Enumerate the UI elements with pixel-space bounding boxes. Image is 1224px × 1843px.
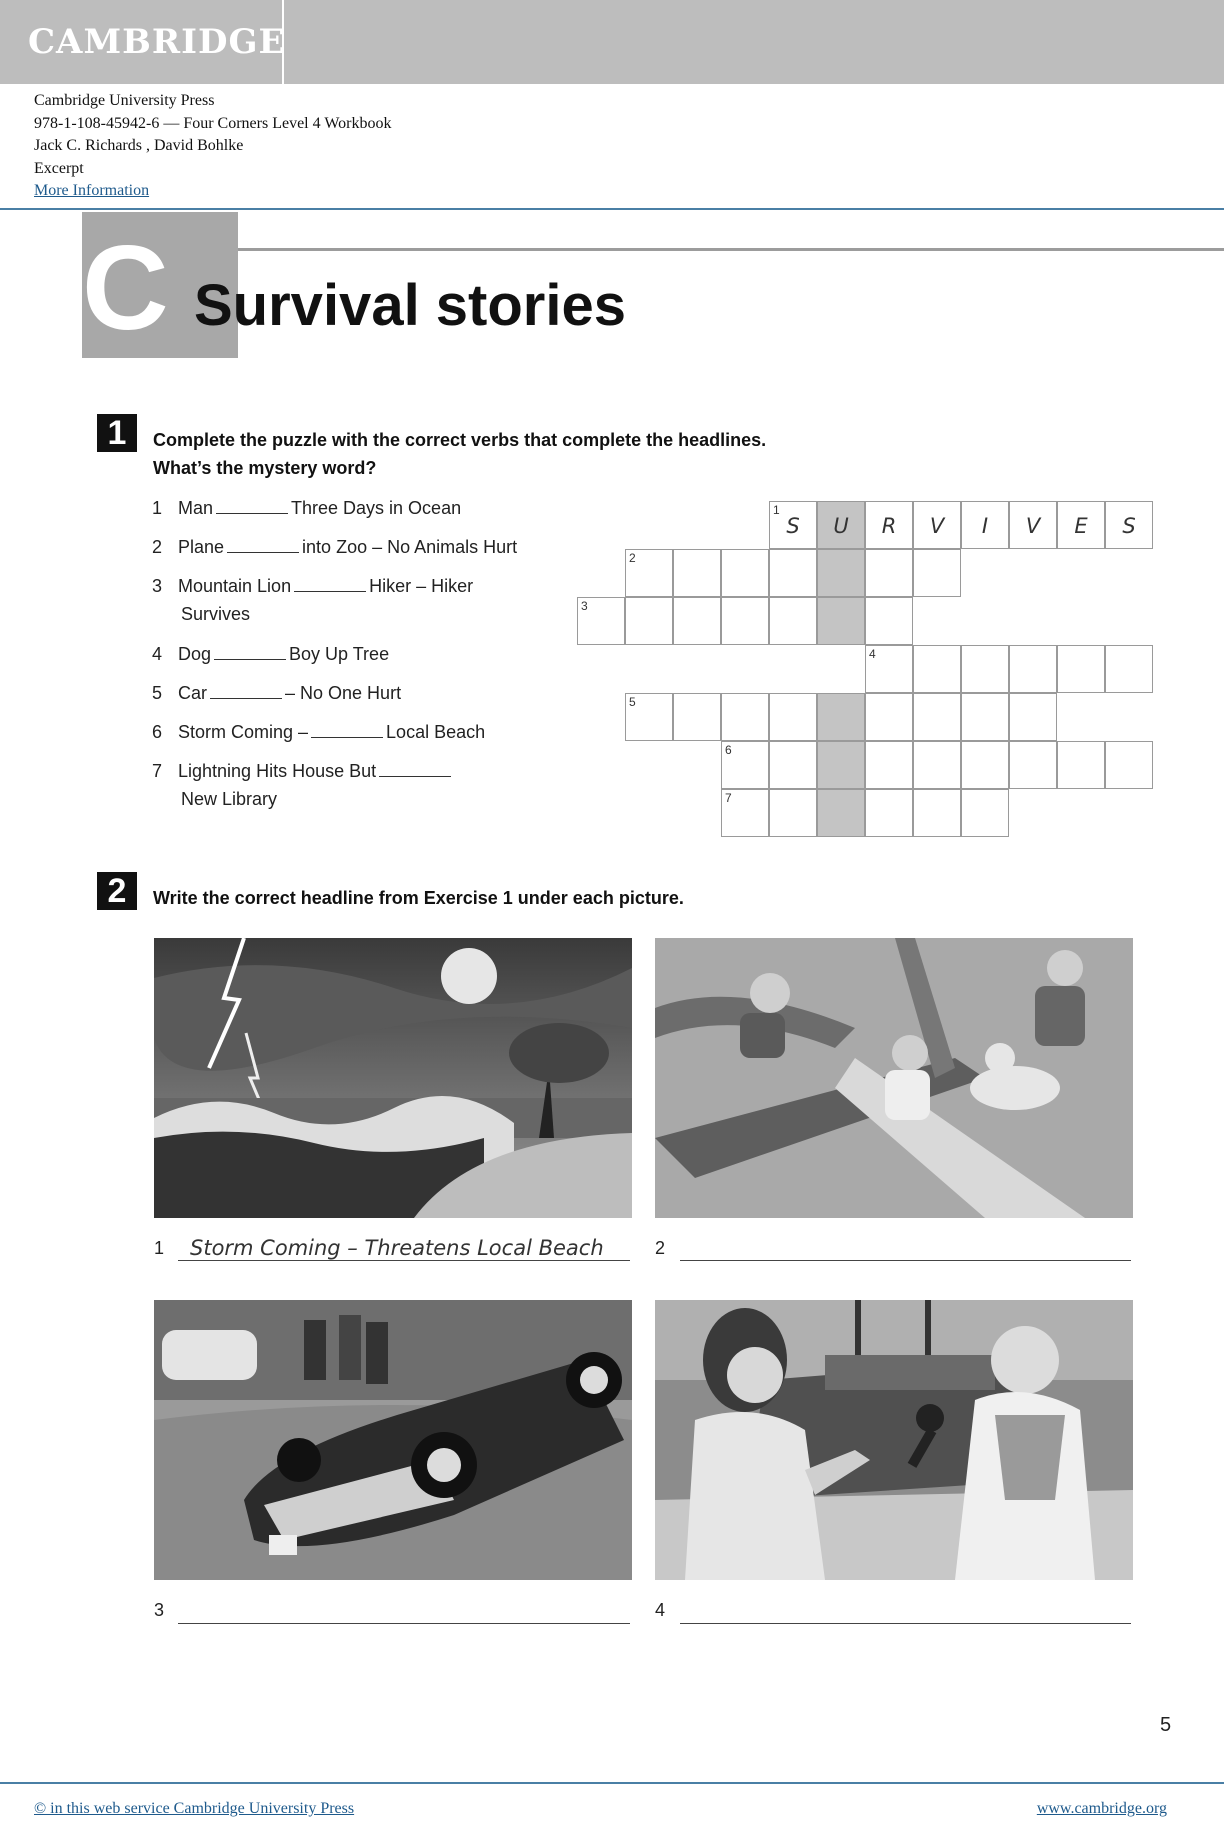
exercise-1-instruction: [153, 426, 766, 482]
puzzle-letter: E: [1074, 514, 1088, 538]
puzzle-letter: S: [786, 514, 800, 538]
header-bar: [0, 0, 1224, 84]
puzzle-cell[interactable]: [769, 597, 817, 645]
picture-3-number: 3: [154, 1600, 165, 1620]
copyright-link[interactable]: © in this web service Cambridge University Press: [34, 1800, 355, 1817]
headline-7: 7 Lightning Hits House But New Library: [152, 757, 572, 813]
clue-number: 3: [581, 599, 588, 613]
picture-1-answer: Storm Coming – Threatens Local Beach: [190, 1236, 604, 1260]
overturned-car-image: [154, 1300, 632, 1580]
puzzle-letter: V: [929, 514, 945, 538]
puzzle-letter: V: [1025, 514, 1041, 538]
answer-blank[interactable]: [311, 723, 383, 738]
picture-1-number: 1: [154, 1238, 165, 1258]
puzzle-cell[interactable]: [865, 549, 913, 597]
website-link[interactable]: www.cambridge.org: [1036, 1800, 1167, 1817]
puzzle-cell[interactable]: [865, 597, 913, 645]
logo-box: [0, 0, 284, 84]
picture-2-number: 2: [655, 1238, 666, 1258]
footer-divider: [0, 1782, 1224, 1784]
answer-blank[interactable]: [214, 645, 286, 660]
puzzle-cell[interactable]: [817, 501, 865, 549]
puzzle-cell[interactable]: [817, 741, 865, 789]
puzzle-cell[interactable]: [913, 645, 961, 693]
cambridge-logo: CAMBRIDGE: [28, 22, 286, 62]
clue-number: 7: [725, 791, 732, 805]
puzzle-cell[interactable]: [769, 741, 817, 789]
answer-blank[interactable]: [210, 684, 282, 699]
answer-blank[interactable]: [216, 499, 288, 514]
puzzle-cell[interactable]: [625, 597, 673, 645]
picture-3-answer-line[interactable]: [178, 1623, 630, 1624]
exercise-2-number: 2: [97, 872, 137, 910]
dog-boy-tree-image: [655, 938, 1133, 1218]
puzzle-cell[interactable]: [913, 693, 961, 741]
exercise-1-number: 1: [97, 414, 137, 452]
header-divider: [0, 208, 1224, 210]
puzzle-cell[interactable]: [721, 741, 769, 789]
puzzle-cell[interactable]: [1009, 693, 1057, 741]
puzzle-cell[interactable]: [673, 549, 721, 597]
puzzle-cell[interactable]: [817, 597, 865, 645]
puzzle-cell[interactable]: [913, 501, 961, 549]
headline-6: 6 Storm Coming – Local Beach: [152, 722, 486, 742]
headline-1: 1 Man Three Days in Ocean: [152, 498, 462, 518]
puzzle-cell[interactable]: [865, 501, 913, 549]
reporter-survivor-image: [655, 1300, 1133, 1580]
answer-blank[interactable]: [227, 538, 299, 553]
puzzle-cell[interactable]: [721, 693, 769, 741]
headline-2: 2 Plane into Zoo – No Animals Hurt: [152, 537, 518, 557]
puzzle-cell[interactable]: [721, 597, 769, 645]
puzzle-cell[interactable]: [865, 789, 913, 837]
puzzle-cell[interactable]: [817, 549, 865, 597]
puzzle-cell[interactable]: [961, 693, 1009, 741]
clue-number: 1: [773, 503, 780, 517]
page-number: 5: [1160, 1714, 1172, 1736]
picture-4-number: 4: [655, 1600, 666, 1620]
puzzle-cell[interactable]: [673, 693, 721, 741]
instruction-line-1: Complete the puzzle with the correct verbs that complete the headlines.: [153, 430, 767, 450]
puzzle-cell[interactable]: [913, 549, 961, 597]
isbn-title: 978-1-108-45942-6 — Four Corners Level 4 Workbook: [34, 114, 392, 132]
exercise-2-instruction: Write the correct headline from Exercise 1 under each picture.: [153, 888, 684, 908]
puzzle-cell[interactable]: [673, 597, 721, 645]
puzzle-cell[interactable]: [961, 645, 1009, 693]
puzzle-cell[interactable]: [961, 501, 1009, 549]
picture-1-answer-line[interactable]: [178, 1260, 630, 1261]
more-information-link[interactable]: More Information: [34, 182, 150, 199]
puzzle-cell[interactable]: [865, 645, 913, 693]
puzzle-cell[interactable]: [913, 741, 961, 789]
puzzle-cell[interactable]: [721, 789, 769, 837]
puzzle-cell[interactable]: [913, 789, 961, 837]
puzzle-cell[interactable]: [1057, 501, 1105, 549]
instruction-line-2: What’s the mystery word?: [153, 458, 377, 478]
puzzle-cell[interactable]: [1105, 501, 1153, 549]
puzzle-cell[interactable]: [769, 549, 817, 597]
puzzle-cell[interactable]: [721, 549, 769, 597]
puzzle-letter: U: [833, 514, 849, 538]
picture-4-answer-line[interactable]: [680, 1623, 1131, 1624]
excerpt-label: Excerpt: [34, 159, 84, 177]
answer-blank[interactable]: [379, 762, 451, 777]
puzzle-cell[interactable]: [1105, 741, 1153, 789]
puzzle-cell[interactable]: [769, 501, 817, 549]
puzzle-cell[interactable]: [769, 789, 817, 837]
clue-number: 6: [725, 743, 732, 757]
puzzle-cell[interactable]: [865, 693, 913, 741]
puzzle-letter: S: [1122, 514, 1136, 538]
puzzle-cell[interactable]: [1009, 741, 1057, 789]
title-rule: [238, 248, 1224, 251]
puzzle-letter: R: [881, 514, 897, 538]
book-metadata: [34, 90, 391, 203]
puzzle-cell[interactable]: [1057, 741, 1105, 789]
authors: Jack C. Richards , David Bohlke: [34, 137, 244, 154]
headline-3: 3 Mountain Lion Hiker – Hiker Survives: [152, 576, 474, 624]
clue-number: 4: [869, 647, 876, 661]
answer-blank[interactable]: [294, 577, 366, 592]
section-letter: C: [82, 221, 169, 355]
headline-5: 5 Car – No One Hurt: [152, 683, 402, 703]
puzzle-cell[interactable]: [625, 693, 673, 741]
page-title: Survival stories: [194, 273, 626, 338]
puzzle-cell[interactable]: [1057, 645, 1105, 693]
puzzle-cell[interactable]: [865, 741, 913, 789]
headline-4: 4 Dog Boy Up Tree: [152, 644, 390, 664]
puzzle-cell[interactable]: [1009, 501, 1057, 549]
clue-number: 2: [629, 551, 636, 565]
puzzle-letter: I: [981, 514, 989, 538]
publisher: Cambridge University Press: [34, 92, 215, 109]
puzzle-cell[interactable]: [961, 741, 1009, 789]
picture-2-answer-line[interactable]: [680, 1260, 1131, 1261]
puzzle-cell[interactable]: [961, 789, 1009, 837]
puzzle-cell[interactable]: [769, 693, 817, 741]
puzzle-cell[interactable]: [817, 789, 865, 837]
puzzle-cell[interactable]: [625, 549, 673, 597]
puzzle-cell[interactable]: [817, 693, 865, 741]
puzzle-cell[interactable]: [1009, 645, 1057, 693]
puzzle-cell[interactable]: [1105, 645, 1153, 693]
storm-scene-image: [154, 938, 632, 1218]
clue-number: 5: [629, 695, 636, 709]
puzzle-cell[interactable]: [577, 597, 625, 645]
